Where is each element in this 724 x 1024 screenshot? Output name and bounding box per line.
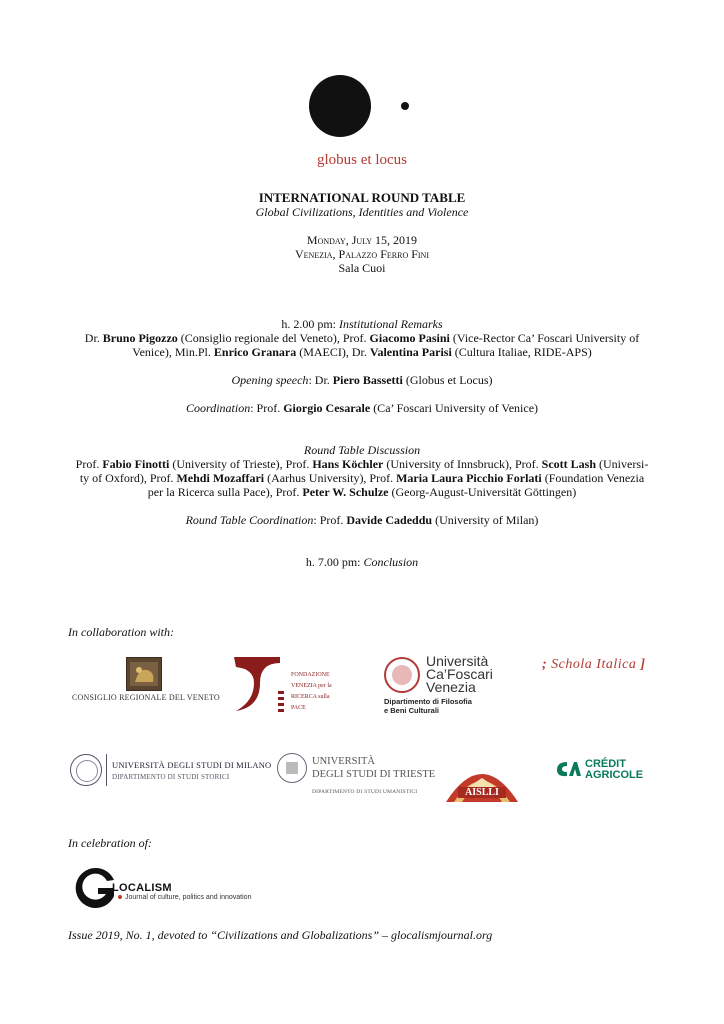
trieste-name: UNIVERSITÀ DEGLI STUDI DI TRIESTE [312, 756, 436, 780]
milano-seal-icon [70, 754, 102, 786]
credit-agricole-name: CRÉDIT AGRICOLE [585, 758, 644, 781]
event-title: INTERNATIONAL ROUND TABLE [258, 190, 466, 205]
session-remarks-line1: Dr. Bruno Pigozzo (Consiglio regionale del Veneto), Prof. Giacomo Pasini (Vice-Rector Ca’ Foscari University of [84, 331, 640, 345]
session-remarks-line2: Venice), Min.Pl. Enrico Granara (MAECI), Dr. Valentina Parisi (Cultura Italiae, RIDE-APS) [132, 345, 592, 359]
brand-name: globus et locus [317, 152, 407, 168]
event-room: Sala Cuoi [338, 261, 386, 275]
celebration-label: In celebration of: [68, 836, 152, 850]
milano-dept: DIPARTIMENTO DI STUDI STORICI [112, 773, 230, 781]
discussion-coordination: Round Table Coordination: Prof. Davide Cadeddu (University of Milan) [185, 513, 539, 527]
conclusion: h. 7.00 pm: Conclusion [305, 555, 419, 569]
globus-logo-circle [309, 75, 371, 137]
milano-name: UNIVERSITÀ DEGLI STUDI DI MILANO [112, 760, 272, 770]
cafoscari-name: Università Ca’Foscari Venezia [426, 653, 493, 695]
event-venue: Venezia, Palazzo Ferro Fini [295, 247, 429, 261]
trieste-seal-icon [277, 753, 307, 783]
event-subtitle: Global Civilizations, Identities and Violence [255, 205, 469, 219]
glocalism-dot-icon [118, 895, 122, 899]
milano-divider [106, 754, 107, 786]
fondazione-logo-icon [234, 657, 284, 713]
opening-speech: Opening speech: Dr. Piero Bassetti (Globus et Locus) [231, 373, 493, 387]
credit-agricole-icon [555, 760, 581, 778]
coordination: Coordination: Prof. Giorgio Cesarale (Ca’ Foscari University of Venice) [185, 401, 539, 415]
aislli-name: AISLLI [458, 787, 506, 798]
glocalism-word: LOCALISM [112, 882, 172, 894]
cafoscari-seal-icon [384, 657, 420, 693]
trieste-dept: DIPARTIMENTO DI STUDI UMANISTICI [312, 789, 418, 795]
lion-crest-icon [126, 657, 162, 691]
discussion-heading: Round Table Discussion [303, 443, 421, 457]
session-remarks-heading: h. 2.00 pm: Institutional Remarks [281, 317, 443, 331]
cafoscari-dept: Dipartimento di Filosofia e Beni Culturali [384, 697, 472, 715]
discussion-line2: ty of Oxford), Prof. Mehdi Mozaffari (Aarhus University), Prof. Maria Laura Picchio Forlati (Foundation Venezia [79, 471, 645, 485]
glocalism-g-icon [70, 864, 118, 912]
issue-note: Issue 2019, No. 1, devoted to “Civilizations and Globalizations” – glocalismjournal.org [68, 928, 493, 942]
consiglio-name: CONSIGLIO REGIONALE DEL VENETO [72, 693, 220, 702]
collaboration-label: In collaboration with: [68, 625, 174, 639]
fondazione-name: FONDAZIONE VENEZIA per la RICERCA sulla PACE [291, 672, 332, 711]
event-date: Monday, July 15, 2019 [306, 233, 418, 247]
discussion-line3: per la Ricerca sulla Pace), Prof. Peter W. Schulze (Georg-August-Universität Göttingen) [147, 485, 577, 499]
globus-logo-dot [401, 102, 409, 110]
discussion-line1: Prof. Fabio Finotti (University of Trieste), Prof. Hans Köchler (University of Innsbruck), Prof. Scott Lash (Universi- [75, 457, 649, 471]
schola-italica-logo: ; Schola Italica ] [542, 657, 646, 672]
glocalism-tagline: Journal of culture, politics and innovation [125, 894, 252, 901]
